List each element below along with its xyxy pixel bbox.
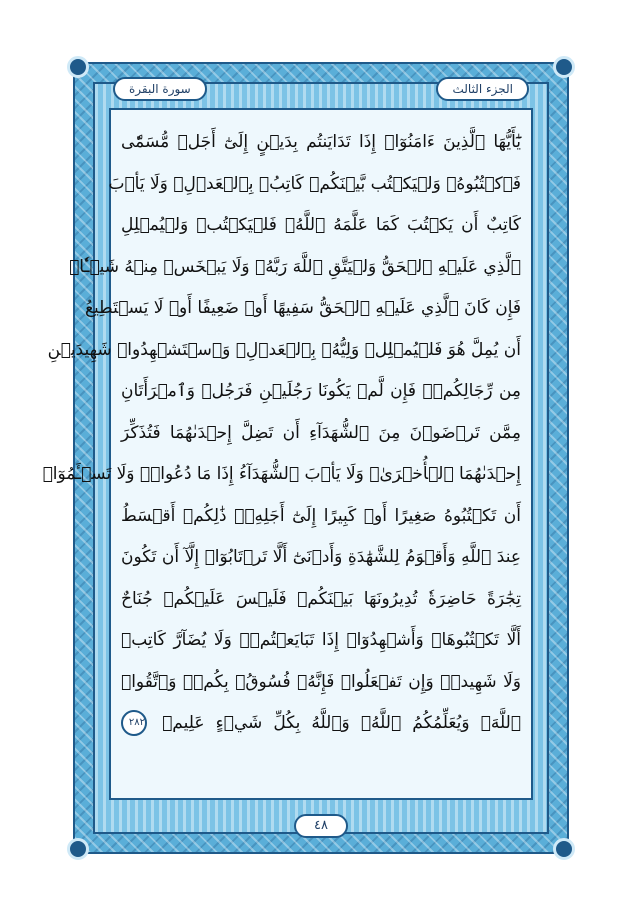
- corner-ornament: [553, 838, 575, 860]
- text-line: أَلَّا تَكۡتُبُوهَاۗ وَأَشۡهِدُوٓا۟ إِذَا تَبَايَعۡتُمۡۚ وَلَا يُضَآرَّ كَاتِبٞ: [121, 630, 521, 650]
- text-line: وَلَا شَهِيدٞۚ وَإِن تَفۡعَلُوا۟ فَإِنَّهُۥ فُسُوقُۢ بِكُمۡۗ وَٱتَّقُوا۟: [121, 671, 521, 692]
- text-line: يَٰٓأَيُّهَا ٱلَّذِينَ ءَامَنُوٓا۟ إِذَا تَدَايَنتُم بِدَيۡنٍ إِلَىٰٓ أَجَلٖ مُّسَمّٗى: [121, 132, 521, 152]
- page-frame: [42, 62, 569, 854]
- ayah-number-marker: ٢٨٢: [121, 710, 147, 736]
- text-line-content: ٱللَّهَۖ وَيُعَلِّمُكُمُ ٱللَّهُۗ وَٱللَّهُ بِكُلِّ شَيۡءٍ عَلِيمٞ: [162, 713, 522, 733]
- text-line: كَاتِبٌ أَن يَكۡتُبَ كَمَا عَلَّمَهُ ٱللَّهُۚ فَلۡيَكۡتُبۡ وَلۡيُمۡلِلِ: [121, 215, 521, 235]
- corner-ornament: [67, 56, 89, 78]
- juz-label: الجزء الثالث: [436, 77, 529, 101]
- quran-text-panel: [42, 108, 533, 800]
- text-line: مِمَّن تَرۡضَوۡنَ مِنَ ٱلشُّهَدَآءِ أَن تَضِلَّ إِحۡدَىٰهُمَا فَتُذَكِّرَ: [121, 422, 521, 443]
- text-line: عِندَ ٱللَّهِ وَأَقۡوَمُ لِلشَّهَٰدَةِ وَأَدۡنَىٰٓ أَلَّا تَرۡتَابُوٓا۟ إِلَّآ أَن تَكُونَ: [121, 547, 521, 567]
- text-line: ٱلَّذِي عَلَيۡهِ ٱلۡحَقُّ وَلۡيَتَّقِ ٱللَّهَ رَبَّهُۥ وَلَا يَبۡخَسۡ مِنۡهُ شَيۡـٔٗاۚ: [69, 256, 521, 277]
- text-line: فَإِن كَانَ ٱلَّذِي عَلَيۡهِ ٱلۡحَقُّ سَفِيهًا أَوۡ ضَعِيفًا أَوۡ لَا يَسۡتَطِيعُ: [85, 298, 521, 318]
- text-line: أَن يُمِلَّ هُوَ فَلۡيُمۡلِلۡ وَلِيُّهُۥ بِٱلۡعَدۡلِۚ وَٱسۡتَشۡهِدُوا۟ شَهِيدَيۡنِ: [47, 339, 521, 360]
- surah-name-label: سورة البقرة: [113, 77, 207, 101]
- corner-ornament: [67, 838, 89, 860]
- page-number: ٤٨: [294, 814, 348, 838]
- text-line: مِن رِّجَالِكُمۡۖ فَإِن لَّمۡ يَكُونَا رَجُلَيۡنِ فَرَجُلٞ وَٱمۡرَأَتَانِ: [121, 381, 521, 401]
- text-line: فَٱكۡتُبُوهُۚ وَلۡيَكۡتُب بَّيۡنَكُمۡ كَاتِبُۢ بِٱلۡعَدۡلِۚ وَلَا يَأۡبَ: [108, 173, 521, 194]
- page-header: [99, 76, 543, 102]
- text-line-last: [121, 703, 521, 745]
- corner-ornament: [553, 56, 575, 78]
- text-line: تِجَٰرَةً حَاضِرَةٗ تُدِيرُونَهَا بَيۡنَكُمۡ فَلَيۡسَ عَلَيۡكُمۡ جُنَاحٌ: [121, 588, 521, 609]
- text-line: إِحۡدَىٰهُمَا ٱلۡأُخۡرَىٰۚ وَلَا يَأۡبَ ٱلشُّهَدَآءُ إِذَا مَا دُعُوا۟ۚ وَلَا تَسۡـَٔمُوٓا۟: [42, 464, 521, 484]
- text-line: أَن تَكۡتُبُوهُ صَغِيرًا أَوۡ كَبِيرًا إِلَىٰٓ أَجَلِهِۦۚ ذَٰلِكُمۡ أَقۡسَطُ: [121, 505, 521, 526]
